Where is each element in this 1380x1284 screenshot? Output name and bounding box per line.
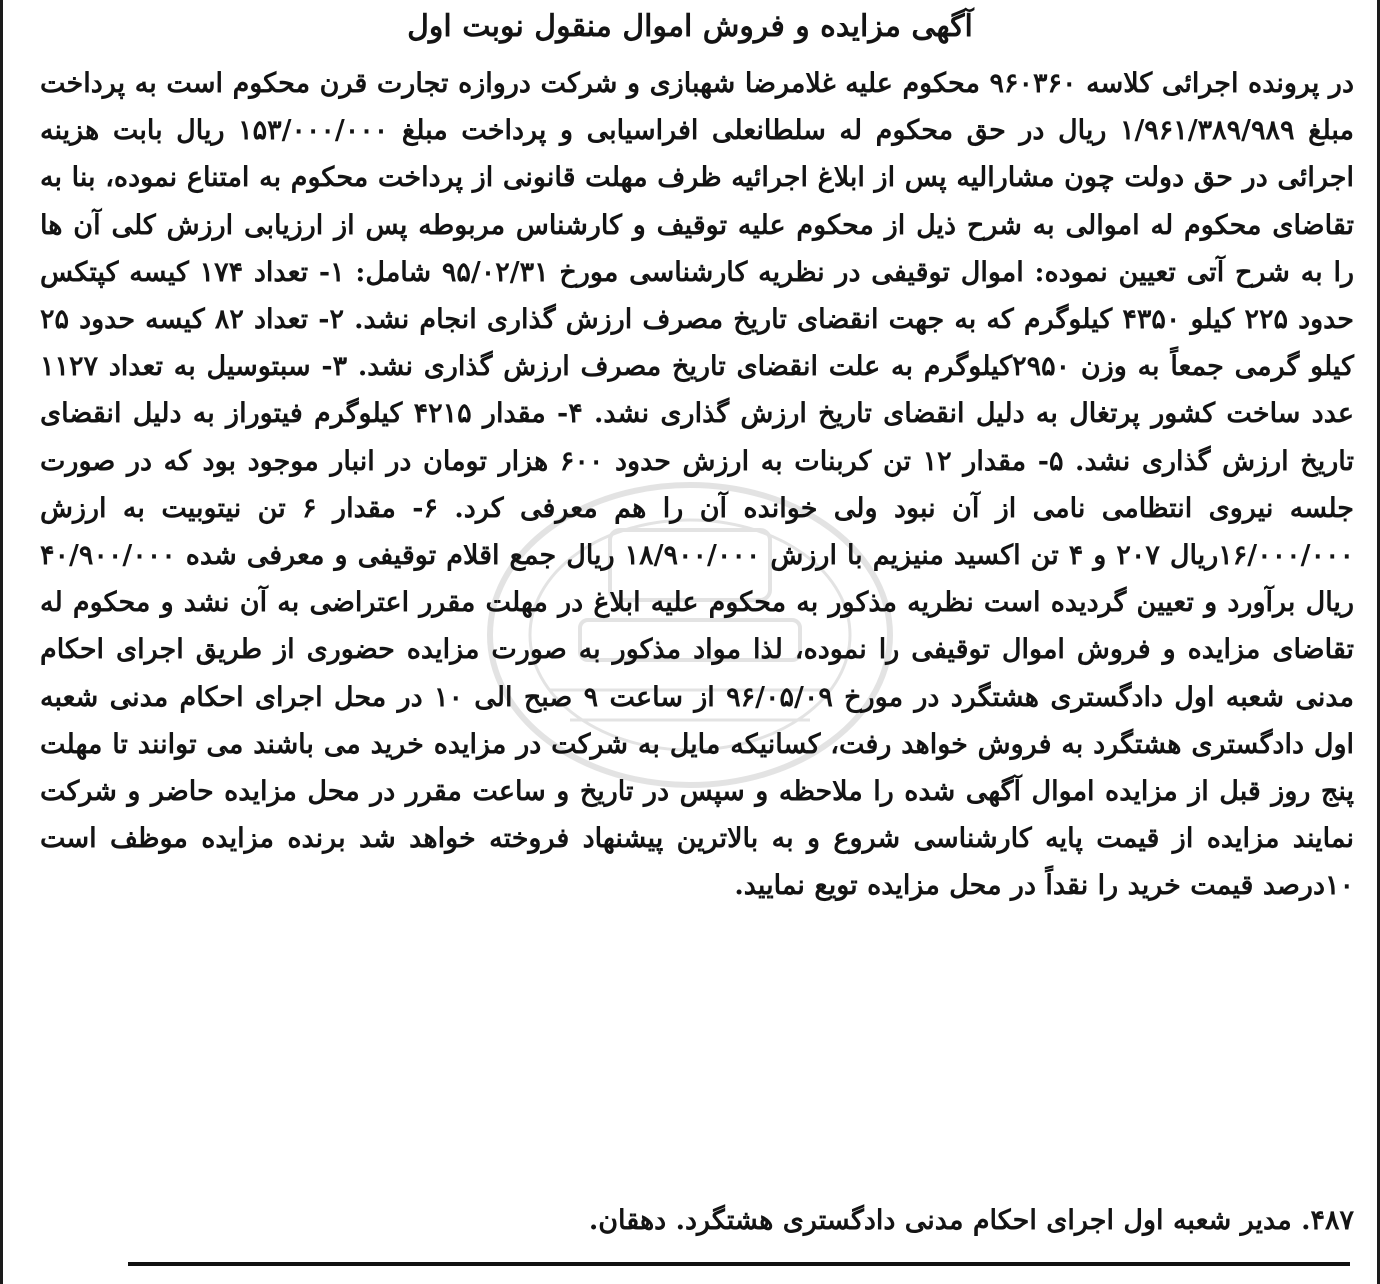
notice-body-paragraph: در پرونده اجرائی کلاسه ۹۶۰۳۶۰ محکوم علیه غلامرضا شهبازی و شرکت دروازه تجارت قرن محکوم است به پرداخت مبلغ ۱/۹۶۱/۳۸۹/۹۸۹ ریال در حق محکوم له سلطانعلی افراسیابی و پرداخت مبلغ ۱۵۳/۰۰۰/۰۰۰ ریال بابت هزینه اجرائی در حق دولت چون مشارالیه پس از ابلاغ اجرائیه ظرف مهلت قانونی از پرداخت محکوم به امتناع نموده، بنا به تقاضای محکوم له اموالی به شرح ذیل از محکوم علیه توقیف و کارشناس مربوطه پس از ارزیابی ارزش کلی آن ها را به شرح آتی تعیین نموده: اموال توقیفی در نظریه کارشناسی مورخ ۹۵/۰۲/۳۱ شامل: ۱- تعداد ۱۷۴ کیسه کپتکس حدود ۲۲۵ کیلو ۴۳۵۰ کیلوگرم که به جهت انقضای تاریخ مصرف ارزش گذاری انجام نشد. ۲- تعداد ۸۲ کیسه حدود ۲۵ کیلو گرمی جمعاً به وزن ۲۹۵۰کیلوگرم به علت انقضای تاریخ مصرف ارزش گذاری نشد. ۳- سبتوسیل به تعداد ۱۱۲۷ عدد ساخت کشور پرتغال به دلیل انقضای تاریخ ارزش گذاری نشد. ۴- مقدار ۴۲۱۵ کیلوگرم فیتوراز به دلیل انقضای تاریخ ارزش گذاری نشد. ۵- مقدار ۱۲ تن کربنات به ارزش حدود ۶۰۰ هزار تومان در انبار موجود بود که در صورت جلسه نیروی انتظامی نامی از آن نبود ولی خوانده آن را هم معرفی کرد. ۶- مقدار ۶ تن نیتوبیت به ارزش ۱۶/۰۰۰/۰۰۰ریال ۲۰۷ و ۴ تن اکسید منیزیم با ارزش ۱۸/۹۰۰/۰۰۰ ریال جمع اقلام توقیفی و معرفی شده ۴۰/۹۰۰/۰۰۰ ریال برآورد و تعیین گردیده است نظریه مذکور به محکوم علیه ابلاغ در مهلت مقرر اعتراضی به آن نشد و محکوم له تقاضای مزایده و فروش اموال توقیفی را نموده، لذا مواد مذکور به صورت مزایده حضوری از طریق اجرای احکام مدنی شعبه اول دادگستری هشتگرد در مورخ ۹۶/۰۵/۰۹ از ساعت ۹ صبح الی ۱۰ در محل اجرای احکام مدنی شعبه اول دادگستری هشتگرد به فروش خواهد رفت، کسانیکه مایل به شرکت در مزایده خرید می باشند می توانند تا مهلت پنج روز قبل از مزایده اموال آگهی شده را ملاحظه و سپس در تاریخ و ساعت مقرر در محل مزایده حاضر و شرکت نمایند مزایده از قیمت پایه کارشناسی شروع و به بالاترین پیشنهاد فروخته خواهد شد برنده مزایده موظف است ۱۰درصد قیمت خرید را نقداً در محل مزایده تویع نمایید. — [40, 68, 1355, 902]
notice-footer-signature: ۴۸۷. مدیر شعبه اول اجرای احکام مدنی دادگستری هشتگرد. دهقان. — [588, 1205, 1354, 1236]
notice-title: آگهی مزایده و فروش اموال منقول نوبت اول — [407, 9, 973, 44]
notice-body — [40, 60, 1354, 910]
bottom-divider — [128, 1262, 1350, 1266]
left-border — [0, 0, 3, 1284]
